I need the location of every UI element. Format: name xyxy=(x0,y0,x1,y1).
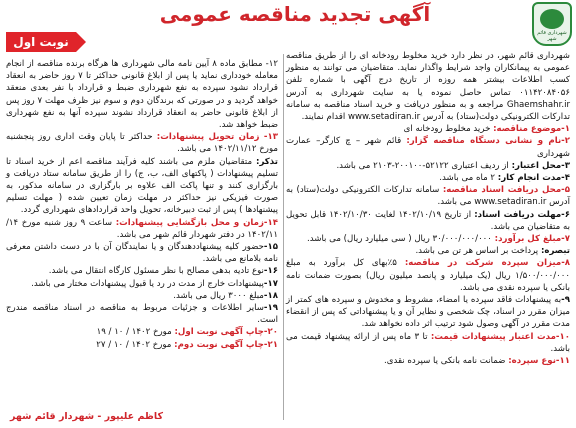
notice-clause xyxy=(286,294,570,331)
clause-label: ۸-میزان سپرده شرکت در مناقصه: xyxy=(404,258,571,269)
notice-clause xyxy=(286,257,570,294)
clause-label: ۲۰-چاپ آگهی نوبت اول: xyxy=(174,327,278,338)
clause-label: ۵-محل دریافت اسناد مناقصه: xyxy=(442,185,570,196)
clause-text: ۱۲- مطابق ماده ۸ آیین نامه مالی شهرداری ها هرگاه برنده مناقصه از انجام معامله خودداری نماید یا پس از ابلاغ قانونی حداکثر تا ۷ روز حاضر به انعقاد قرارداد نشود سپرده به نفع شهرداری ضبط و قرارداد با نفر بعدی منعقد خواهد گردید و در صورتی که برندگان دوم و سوم نیز ظرف مهلت ۷ روز پس از ابلاغ قانونی حاضر به انعقاد قرارداد نشوند سپرده آنها به نفع شهرداری ضبط خواهد شد. xyxy=(6,59,278,131)
first-turn-badge: نوبت اول xyxy=(6,32,76,52)
notice-clause xyxy=(6,58,278,131)
notice-clause xyxy=(6,339,278,351)
clause-text: ۲ ماه می باشد. xyxy=(439,173,498,184)
clause-label: ۴-مدت انجام کار: xyxy=(497,173,570,184)
notice-clause xyxy=(286,184,570,208)
clause-text: پرداخت بر اساس هر تن می باشد. xyxy=(415,246,541,257)
clause-label: ۱۰-مدت اعتبار پیشنهادات قیمت: xyxy=(430,331,570,342)
notice-clause xyxy=(6,290,278,302)
clause-text: متقاضیان ملزم می باشند کلیه فرآیند مناقصه اعم از خرید اسناد تا تسلیم پیشنهادات ( پاکتهای الف، ب، ج) را از طریق سامانه ستاد دریافت و بارگزاری کنند و تنها پاکت الف علاوه بر بارگزاری در سامانه مذکور، به صورت فیزیکی نیز حداکثر در مهلت زمان تعیین شده ( مهلت تسلیم پیشنهادها ) پس از ثبت دبیرخانه، تحویل واحد قراردادهای شهرداری گردد. xyxy=(6,156,278,216)
notice-clause xyxy=(286,123,570,135)
notice-clause xyxy=(286,160,570,172)
clause-text: سایر اطلاعات و جزئیات مربوط به مناقصه در اسناد مناقصه مندرج است. xyxy=(6,303,278,326)
clause-label: ۱۱-نوع سپرده: xyxy=(508,356,570,367)
clause-label: ۲۱-چاپ آگهی نوبت دوم: xyxy=(174,339,278,350)
clause-label: ۱۴-زمان و محل بازگشایی پیشنهادات: xyxy=(115,217,278,228)
notice-clause xyxy=(286,233,570,245)
clause-text: شهرداری قائم شهر، در نظر دارد خرید مخلوط رودخانه ای را از طریق مناقصه عمومی به پیمانکاران واجد شرایط واگذار نماید. متقاضیان می توانند به منظور کسب اطلاعات بیشتر همه روزه از تاریخ درج آگهی با شماره تلفن ۰۱۱۴۲۰۸۴۰۵۶ تماس حاصل نموده یا به سایت شهرداری به آدرس Ghaemshahr.ir مراجعه و به منظور دریافت و خرید اسناد مناقصه به سامانه تدارکات الکترونیکی دولت(ستاد) به آدرس www.setadiran.ir اقدام نمایند. xyxy=(286,51,570,123)
notice-clause xyxy=(286,355,570,367)
clause-label: ۲-نام و نشانی دستگاه مناقصه گزار: xyxy=(406,136,570,147)
clause-text: حضور کلیه پیشنهاددهندگان و یا نمایندگان آن با در دست داشتن معرفی نامه بلامانع می باشد. xyxy=(6,242,278,265)
column-divider xyxy=(283,54,284,420)
clause-text: حداکثر تا پایان وقت اداری روز پنجشنبه مورخ ۱۴۰۲/۱۱/۱۲ می باشد. xyxy=(6,132,278,155)
notice-clause xyxy=(6,278,278,290)
clause-text: مورخ ۱۴۰۲ / ۱۰ / ۱۹ xyxy=(96,327,175,338)
right-column xyxy=(286,50,570,422)
notice-clause xyxy=(6,156,278,217)
clause-label: ۷-مبلغ کل برآورد: xyxy=(494,234,570,245)
notice-header xyxy=(0,0,576,49)
clause-label: ۱۹- xyxy=(263,303,278,314)
notice-clause xyxy=(286,331,570,355)
clause-label: تذکر: xyxy=(256,156,278,167)
clause-text: مورخ ۱۴۰۲ / ۱۰ / ۲۷ xyxy=(96,339,175,350)
clause-text: تا ۳ ماه پس از ارائه پیشنهاد قیمت می باشد. xyxy=(286,331,570,354)
clause-text: از ردیف اعتباری ۵۲۱۲۲-۲۰۰۱۰۰-۲۱۰۳ می باشد. xyxy=(336,160,512,171)
clause-text: ۵٪بهای کل برآورد به مبلغ ۱/۵۰۰/۰۰۰/۰۰۰ ریال (یک میلیارد و پانصد میلیون ریال) بصورت ضمانت نامه بانکی یا سپرده نقدی می باشد. xyxy=(286,258,570,293)
clause-text: خرید مخلوط رودخانه ای xyxy=(403,124,494,135)
notice-clause xyxy=(6,265,278,277)
clause-label: ۱۵- xyxy=(263,242,278,253)
notice-clause xyxy=(6,131,278,155)
badge-arrow-shape xyxy=(76,32,86,52)
clause-label: ۳-محل اعتبار: xyxy=(511,160,570,171)
clause-text: پیشنهادات خارج از مدت در رد یا قبول پیشنهادات مختار می باشد. xyxy=(31,278,264,289)
clause-label: ۱۸- xyxy=(263,290,278,301)
notice-clause xyxy=(286,50,570,123)
municipality-logo-icon xyxy=(532,2,572,46)
left-column xyxy=(6,58,278,422)
notice-clause xyxy=(6,302,278,326)
clause-label: ۱۶- xyxy=(263,266,278,277)
clause-label: ۹- xyxy=(561,295,570,306)
notice-clause xyxy=(286,245,570,257)
clause-label: ۱-موضوع مناقصه: xyxy=(493,124,570,135)
notice-clause xyxy=(6,217,278,241)
clause-text: به پیشنهادات فاقد سپرده یا امضاء، مشروط و مخدوش و سپرده های کمتر از میزان مقرر در اسناد، چک شخصی و نظایر آن و یا پیشنهاداتی که پس از انقضاء مدت مقرر در آگهی وصول شود ترتیب اثر داده نخواهد شد. xyxy=(286,295,570,330)
clause-text: از تاریخ ۱۴۰۲/۱۰/۱۹ لغایت ۱۴۰۲/۱۰/۳۰ قابل تحویل به متقاضیان می باشد. xyxy=(286,209,570,232)
signature-line: کاظم علیپور - شهردار قائم شهر xyxy=(10,411,163,422)
notice-clause xyxy=(6,326,278,338)
notice-clause xyxy=(286,209,570,233)
clause-label: ۱۷- xyxy=(263,278,278,289)
clause-label: تبصره: xyxy=(540,246,570,257)
clause-text: ۳۰/۰۰۰/۰۰۰/۰۰۰ ریال ( سی میلیارد ریال) می باشد. xyxy=(307,234,495,245)
clause-text: مبلغ ۳۰۰۰ ریال می باشد. xyxy=(173,290,264,301)
notice-clause xyxy=(6,241,278,265)
notice-title: آگهی تجدید مناقصه عمومی xyxy=(159,2,431,26)
clause-text: ضمانت نامه بانکی یا سپرده نقدی. xyxy=(383,356,509,367)
notice-clause xyxy=(286,135,570,159)
clause-text: نوع تادیه بدهی مصالح با نظر مسئول کارگاه انتقال می باشد. xyxy=(48,266,264,277)
clause-text: ساعت ۹ روز شنبه مورخ ۱۴/ ۱۴۰۲/۱۱ در دفتر شهردار قائم شهر می باشد. xyxy=(6,217,278,240)
clause-text: قائم شهر – چ کارگر– عمارت شهرداری xyxy=(286,136,570,159)
logo-emblem xyxy=(540,9,564,29)
clause-label: ۶-مهلت دریافت اسناد: xyxy=(474,209,570,220)
logo-caption: شهرداری قائم شهر xyxy=(537,30,567,42)
clause-label: ۱۳- زمان تحویل پیشنهادات: xyxy=(156,132,278,143)
clause-text: سامانه تدارکات الکترونیکی دولت(ستاد) به آدرس www.setadiran.ir می باشد. xyxy=(286,185,570,208)
notice-clause xyxy=(286,172,570,184)
